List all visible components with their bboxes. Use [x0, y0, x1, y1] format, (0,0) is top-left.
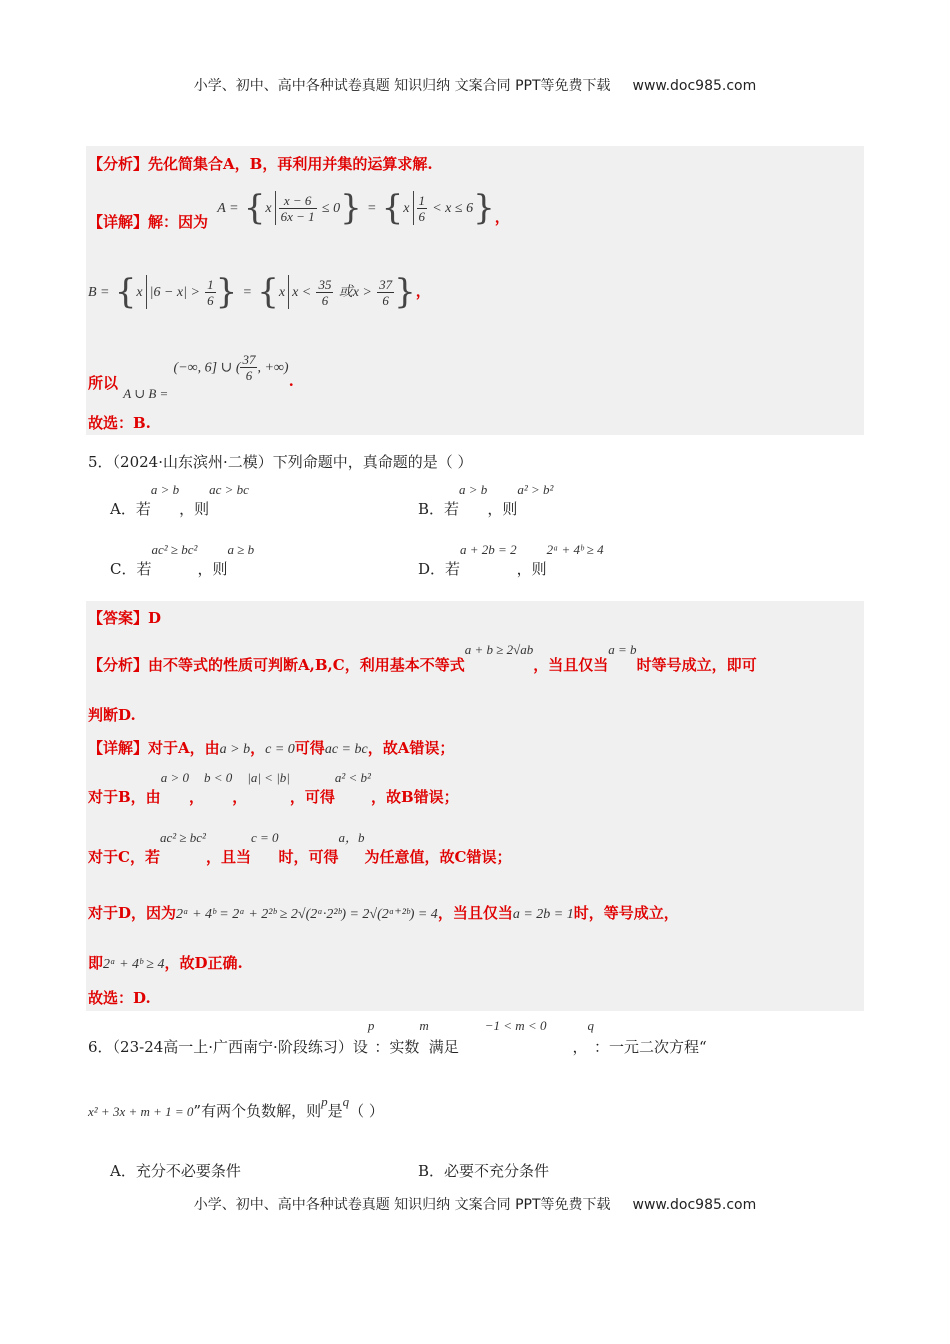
question-6-stem: 6．（23-24高一上·广西南宁·阶段练习）设p：实数m满足−1 < m < 0，q：一元二次方程“	[88, 1018, 707, 1056]
detail-5-c: 对于C，若ac² ≥ bc²，且当c = 0时，可得a，b为任意值，故C错误；	[88, 830, 512, 866]
detail-5-e: 即2ᵃ + 4ᵇ ≥ 4，故D正确.	[88, 954, 243, 972]
q5-option-b[interactable]: B．若a > b，则a² > b²	[418, 482, 554, 518]
answer-5: 【答案】D	[88, 609, 162, 627]
detail-5-d: 对于D，因为2ᵃ + 4ᵇ = 2ᵃ + 2²ᵇ ≥ 2√(2ᵃ·2²ᵇ) = 2√(2ᵃ⁺²ᵇ) = 4，当且仅当a = 2b = 1时，等号成立，	[88, 904, 679, 922]
union-result: 所以 A ∪ B = (−∞, 6] ∪ ( $\frac{37}{6}$ , +∞).	[88, 352, 294, 401]
question-6-stem-cont: x² + 3x + m + 1 = 0”有两个负数解，则p是q（ ）	[88, 1094, 384, 1120]
q5-option-a[interactable]: A．若a > b，则ac > bc	[110, 482, 249, 518]
footer-text: 小学、初中、高中各种试卷真题 知识归纳 文案合同 PPT等免费下载	[193, 1197, 611, 1213]
q6-option-a[interactable]: A．充分不必要条件	[110, 1162, 241, 1180]
page-footer	[0, 1194, 950, 1214]
analysis-4: 【分析】先化简集合A，B，再利用并集的运算求解.	[88, 155, 433, 173]
q5-option-d[interactable]: D．若a + 2b = 2，则2ᵃ + 4ᵇ ≥ 4	[418, 542, 604, 578]
page-header	[0, 75, 950, 95]
detail-4-setB: B = {x |6 − x| > $\frac{1}{6}$ } = {x x < $\frac{35}{6}$ 或x > $\frac{37}{6}$ }，	[88, 272, 431, 312]
header-site[interactable]: www.doc985.com	[632, 78, 757, 94]
question-5-stem: 5．（2024·山东滨州·二模）下列命题中，真命题的是（ ）	[88, 453, 473, 471]
choose-4: 故选：B.	[88, 414, 151, 432]
choose-5: 故选：D.	[88, 989, 151, 1007]
footer-site[interactable]: www.doc985.com	[632, 1197, 757, 1213]
header-text: 小学、初中、高中各种试卷真题 知识归纳 文案合同 PPT等免费下载	[193, 78, 611, 94]
analysis-5: 【分析】由不等式的性质可判断A,B,C，利用基本不等式a + b ≥ 2√ab，当且仅当a = b时等号成立，即可	[88, 642, 757, 674]
q5-option-c[interactable]: C．若ac² ≥ bc²，则a ≥ b	[110, 542, 255, 578]
detail-5-a: 【详解】对于A，由a > b，c = 0可得ac = bc，故A错误；	[88, 739, 455, 757]
analysis-5-cont: 判断D.	[88, 706, 136, 724]
q6-option-b[interactable]: B．必要不充分条件	[418, 1162, 550, 1180]
detail-4-setA: 【详解】解：因为 A = {x $\frac{x - 6}{6x - 1}$ ≤ 0} = {x $\frac{1}{6}$ < x ≤ 6}，	[88, 188, 510, 231]
detail-5-b: 对于B，由a > 0，b < 0，|a| < |b|，可得a² < b²，故B错误；	[88, 770, 459, 806]
